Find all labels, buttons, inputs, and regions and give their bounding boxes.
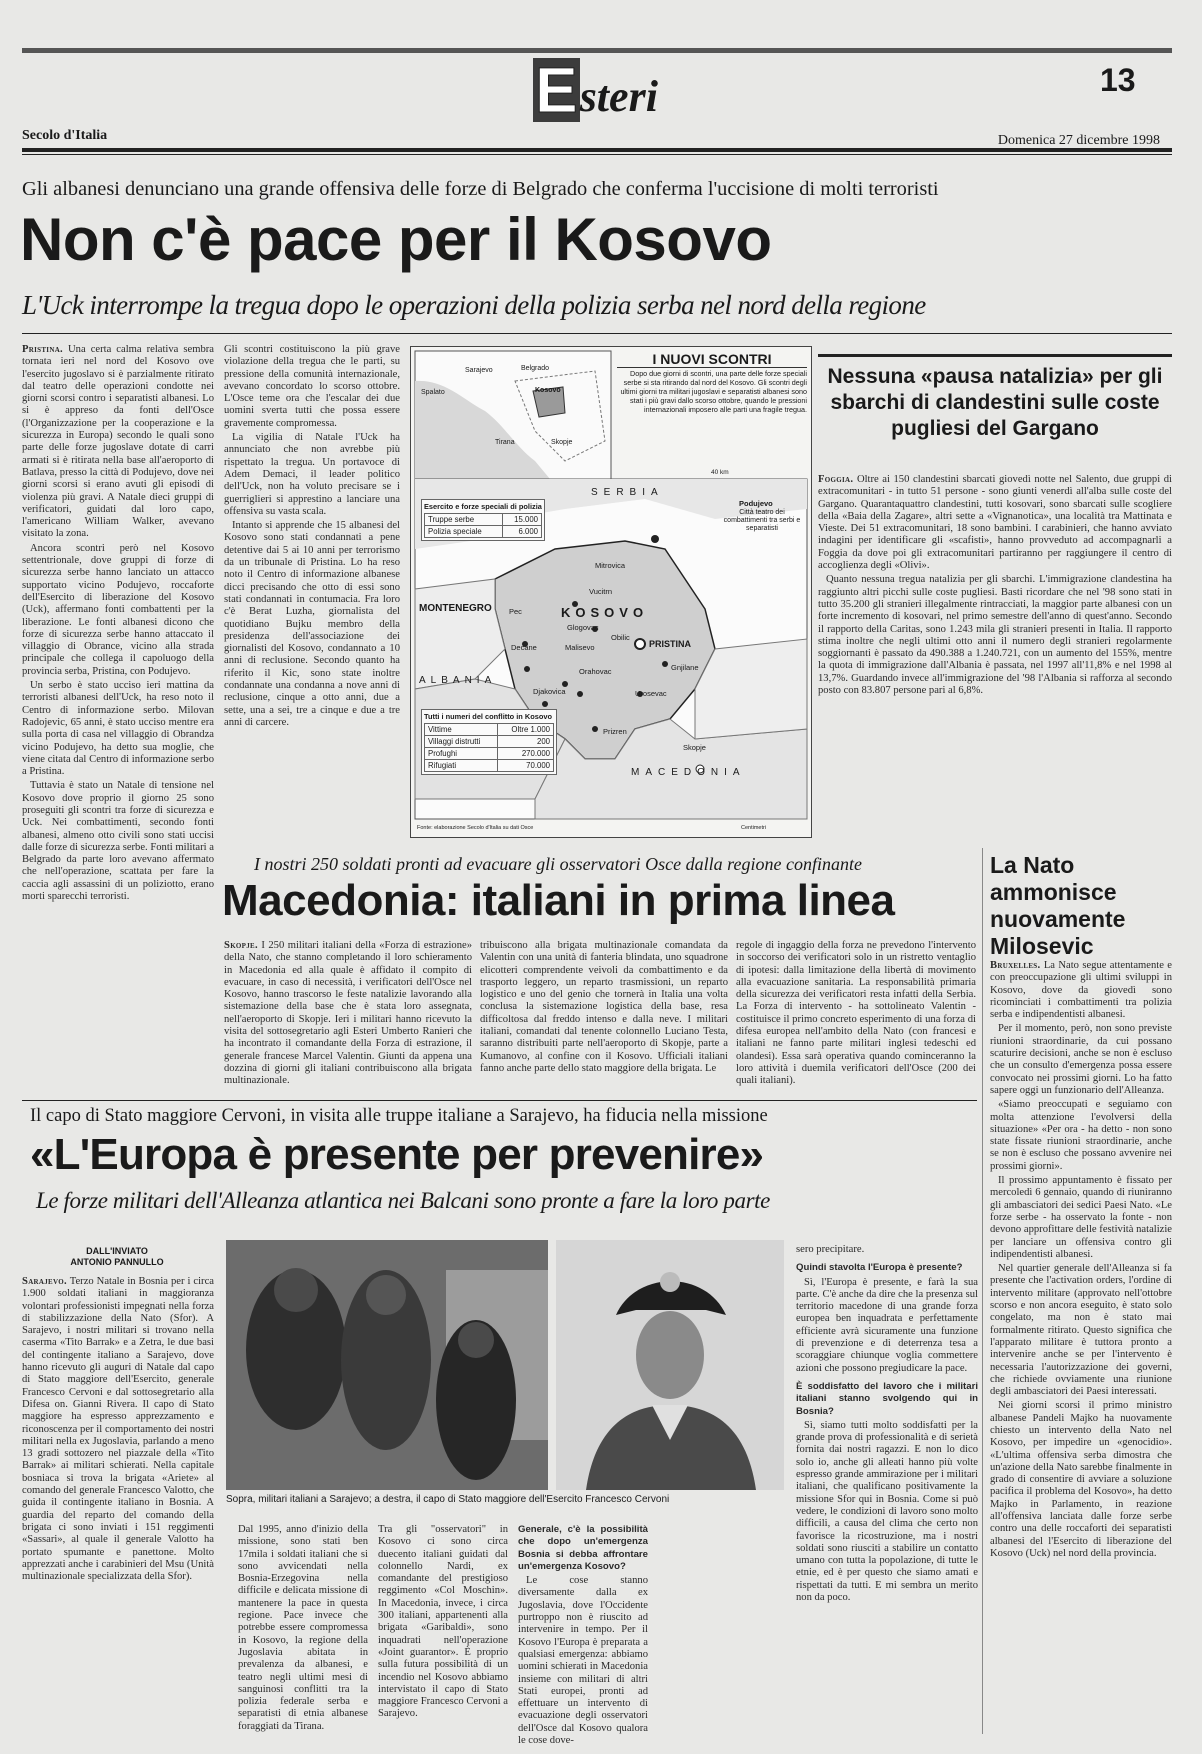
city-label: Gnjilane <box>671 663 699 672</box>
europa-paragraph: Dal 1995, anno d'inizio della missione, sono stati ben 17mila i soldati italiani che si sono avvicendati nella Bosnia-Erzegovina nella difficile e delicata missione di mantenere la pace in questa regione. Pace invece che potrebbe essere compromessa in Kosovo, la regione della Jugoslavia abitata in prevalenza da albanesi, e teatro negli ultimi mesi di sanguinosi conflitti tra la polizia federale serba e separatisti di etnia albanese foraggiati da Tirana. <box>238 1524 368 1732</box>
region-label: SERBIA <box>591 487 664 498</box>
city-label: Djakovica <box>533 687 566 696</box>
europa-paragraph: sero precipitare. <box>796 1244 865 1255</box>
city-label: PRISTINA <box>649 639 692 649</box>
puglia-dateline: Foggia. <box>818 474 854 485</box>
nato-paragraph: Nei giorni scorsi il primo ministro albanese Pandeli Majko ha nuovamente chiesto un intervento della Nato nel Kosovo, per impedire un «genocidio». «L'ultima offensiva serba dimostra che un'azione della Nato sarebbe finalmente in grado di consentire di avviare a soluzione pacifica il problema del Kosovo», ha detto Majko in Parlamento, in reazione all'offensiva lanciata dalle forze serbe contro una delle roccaforti dei separatisti albanesi del l'Esercito di liberazione del Kosovo (Uck) nel nord della provincia. <box>990 1400 1172 1559</box>
forces-table-box <box>421 499 545 541</box>
inset-label: Kosovo <box>535 387 561 394</box>
photo-caption: Sopra, militari italiani a Sarajevo; a destra, il capo di Stato maggiore dell'Esercito Francesco Cervoni <box>226 1494 670 1505</box>
table-row <box>425 514 542 526</box>
europa-column-4 <box>518 1524 648 1747</box>
top-rule <box>22 48 1172 53</box>
table-cell: Profughi <box>425 748 498 760</box>
lead-paragraph: La vigilia di Natale l'Uck ha annunciato che non avrebbe più rispettato la tregua. Un portavoce di Adem Demaci, il leader politico dell'Uck, non ha voluto precisare se i guerriglieri si apprestino a lanciare una offensiva su vasta scala. <box>224 432 400 517</box>
table-cell: Villaggi distrutti <box>425 736 498 748</box>
europa-kicker: Il capo di Stato maggiore Cervoni, in visita alle truppe italiane a Sarajevo, ha fiducia nella missione <box>30 1106 768 1126</box>
inset-label: Belgrado <box>521 365 550 372</box>
macedonia-dateline: Skopje. <box>224 940 258 951</box>
newspaper-name: Secolo d'Italia <box>22 128 108 143</box>
table-cell: Rifugiati <box>425 760 498 772</box>
table-cell: Oltre 1.000 <box>497 724 553 736</box>
table-cell: Truppe serbe <box>425 514 503 526</box>
nato-paragraph: Nel quartier generale dell'Alleanza si fa presente che l'activation orders, l'ordine di intervento militare (approvato nell'ottobre scorso e non ancora eseguito, è stato solo congelato, ma non è stato mai formalmente ritirato. Questo significa che l'apparato militare è tuttora pronto a intervenire anche se per l'intervento è necessaria l'autorizzazione dei governi, che richiede ovviamente una riunione degli ambasciatori dei Paesi interessati. <box>990 1263 1172 1398</box>
puglia-body <box>818 474 1172 836</box>
europa-column-5 <box>796 1244 978 1732</box>
balkans-inset-map <box>415 351 611 479</box>
nato-headline: La Nato ammonisce nuovamente Milosevic <box>990 852 1126 959</box>
lead-dateline: Pristina. <box>22 344 63 355</box>
europa-paragraph: Tra gli "osservatori" in Kosovo ci sono circa duecento italiani guidati dal colonnello Nardi, ex comandante del prestigioso reggimento «Col Moschin». In Macedonia, invece, i circa 300 italiani, appartenenti alla brigata «Garibaldi», sono inquadrati nell'operazione «Joint guarantor». È proprio sulla futura possibilità di un incendio nel Kosovo abbiamo intervistato il capo di Stato maggiore Francesco Cervoni a Sarajevo. <box>378 1524 508 1720</box>
macedonia-paragraph: I 250 militari italiani della «Forza di estrazione» della Nato, che stanno completando il loro schieramento in Macedonia ed alla quale è affidato il compito di evacuare, in caso di necessità, i verificatori dell'Osce nel Kosovo, hanno trascorso le feste natalizie lavorando alla sistemazione della base che è stata loro assegnata, nell'aeroporto di Skopje. Ieri i militari hanno ricevuto la visita del sottosegretario agli Esteri Umberto Ranieri che ha incontrato il comandante della Forza di estrazione, il generale francese Marcel Valentin. Giunti da appena una dozzina di giorni gli italiani contribuiscono alla brigata multinazionale. <box>224 940 472 1087</box>
table-cell: 15.000 <box>502 514 541 526</box>
europa-dateline: Sarajevo. <box>22 1276 67 1287</box>
europa-paragraph: Terzo Natale in Bosnia per i circa 1.900 soldati italiani in maggioranza volontari professionisti impegnati nella forza di stabilizzazione della Nato (Sfor). A Sarajevo, i nostri militari si trovano nella caserma «Tito Barrak» e a Zetra, le due basi del contingente italiano a Sarajevo, dove hanno ricevuto gli auguri di Natale dal capo di Stato maggiore dell'Esercito, generale Francesco Cervoni e dal sottosegretario alla Difesa on. Gianni Rivera. Il capo di Stato maggiore ha espresso apprezzamento e riconoscenza per il comportamento dei nostri militari nella ex Jugoslavia, parlando a meno 13 gradi sottozero nel piazzale della «Tito Barrak» ai militari schierati. Nella capitale bosniaca si trova la brigata «Ariete» al comando del generale Francesco Valotto, che guida il contingente italiano in Bosnia. A guardia del reparto del comando della brigata ci sono inviati i 151 reggimenti «Sassari», al quale il generale Valotto ha portato spumante e panettone. Molto apprezzati anche i carabinieri del Msu (Unità multinazionale specializzata della Sfor). <box>22 1276 214 1583</box>
europa-column-1 <box>22 1276 214 1732</box>
scale-label: 40 km <box>711 469 729 476</box>
soldiers-photo-shapes <box>226 1240 548 1490</box>
section-letter: E <box>535 54 578 126</box>
city-label: Mitrovica <box>595 561 626 570</box>
puglia-rule <box>818 354 1172 357</box>
map-caption: Dopo due giorni di scontri, una parte delle forze speciali serbe si sta ritirando dal nord del Kosovo. Gli scontri degli ultimi giorni tra militari jugoslavi e separatisti albanesi sono stati i più gravi dallo scorso ottobre, quando le pressioni internazionali imposero alle parti una fragile tregua. <box>620 369 807 414</box>
lead-paragraph: Intanto si apprende che 15 albanesi del Kosovo sono stati condannati a pene detentive dai 5 ai 10 anni per terrorismo da un tribunale di Pristina. Lo ha reso noto il Centro di informazione albanese dicci precisando che otto di essi sono stati condannati in contumacia. Fra loro c'è Berat Luzha, giornalista del quotidiano Bujku membro della presidenza dell'associazione dei giornalisti del Kosovo, condannato a 10 anni di reclusione. Secondo quanto ha riferito il Kic, sono state inoltre condannate una condanna a nove anni di reclusione, cinque a otto anni, due a sette, una a sei, tre a cinque e due a tre anni di carcere. <box>224 520 400 728</box>
soldiers-photo <box>226 1240 548 1490</box>
macedonia-paragraph: tribuiscono alla brigata multinazionale comandata da Valentin con una unità di fanteria blindata, uno squadrone elicotteri comprendente veivoli da combattimento e da trasporto leggero, un reparto trasmissioni, un reparto logistico e uno del genio che tornerà in Italia una volta conclusa la sistemazione logistica della base, resa difficoltosa dal freddo intenso e dalla neve. I militari italiani, comandati dal tenente colonnello Luciano Testa, saranno distribuiti parte nell'aeroporto di Skopje, parte a Kumanovo, al confine con il Kosovo. Ufficiali italiani fanno anche parte dello stato maggiore della brigata. Le <box>480 940 728 1074</box>
city-label: Vucitrn <box>589 587 613 596</box>
table-row <box>425 526 542 538</box>
page-number: 13 <box>1100 62 1136 98</box>
europa-rule <box>22 1100 977 1101</box>
region-label: MACEDONIA <box>631 767 746 778</box>
interview-question: Quindi stavolta l'Europa è presente? <box>796 1262 963 1274</box>
nato-paragraph: La Nato segue attentamente e con preoccupazione gli ultimi sviluppi in Kosovo, dove da giovedì sono ricominciati i combattimenti tra polizia serba e indipendentisti albanesi. <box>990 960 1172 1021</box>
table-row <box>425 736 554 748</box>
region-label: KOSOVO <box>561 605 649 620</box>
city-label: Prizren <box>603 727 627 736</box>
city-label: Decane <box>511 643 537 652</box>
table-cell: 6.000 <box>502 526 541 538</box>
europa-subhead: Le forze militari dell'Alleanza atlantica nei Balcani sono pronte a fare la loro parte <box>36 1188 770 1213</box>
interview-answer: Sì, siamo tutti molto soddisfatti per la grande prova di professionalità e di serietà fornita dai nostri ragazzi. E non lo dico solo io, anche gli alleati hanno più volte espresso grande ammirazione per i militari italiani, che qualificano positivamente la missione Sfor qui in Bosnia. Come si può vedere, le condizioni di lavoro sono molto difficili, a causa del clima che certo non favorisce la ricostruzione, ma i nostri soldati sono riusciti a stabilire un contatto umano con tutta la popolazione, di tutte le etnie, ed è per questo che siamo amati e rispettati da tutti. E mi sembra un merito non da poco. <box>796 1419 978 1604</box>
puglia-paragraph: Quanto nessuna tregua natalizia per gli sbarchi. L'immigrazione clandestina ha raggiunto altri picchi sulle coste pugliesi. Basti ricordare che nel '98 sono stati in tutto 35.200 gli stranieri illegalmente rintracciati, la maggior parte albanesi con un forte incremento di kosovari, nel primo semestre dell'anno di quest'anno. Secondo il rapporto della Caritas, sono 1.243 mila gli stranieri presenti in Italia. Il rapporto stima inoltre che negli ultimi otto anni il numero degli stranieri regolarmente soggiornanti è passato da 490.388 a 1.240.721, con un aumento del 155%, mentre la quota di immigrazione dall'Albania è passata, nel 1997 all'11,8% e nel 1998 al 13,7%. Guardando invece all'immigrazione del '98 l'Albania si rafforza al secondo posto con 83.807 persone pari al 6,8%. <box>818 574 1172 697</box>
inset-label: Tirana <box>495 439 515 446</box>
lead-rule <box>22 333 1172 334</box>
map-title: I NUOVI SCONTRI <box>617 351 807 368</box>
table-row <box>425 748 554 760</box>
lead-paragraph: Ancora scontri però nel Kosovo settentrionale, dove gruppi di forze di sicurezza serbe hanno lanciato un attacco supportato vicino Podujevo, roccaforte dell'Esercito di liberazione del Kosovo (Uck), affermano fonti combattenti per la liberazione. Le fonti albanesi dicono che forze di sicurezza serbe hanno attaccato il villaggio di Obrance, vicino alla strada principale che collega il capoluogo della provincia serba, Pristina, con Podujevo. <box>22 542 214 677</box>
interview-question: È soddisfatto del lavoro che i militari italiani stanno svolgendo qui in Bosnia? <box>796 1380 978 1417</box>
table-cell: Polizia speciale <box>425 526 503 538</box>
europa-column-2 <box>238 1524 368 1734</box>
nato-paragraph: «Siamo preoccupati e seguiamo con molta attenzione l'evolversi della situazione» «Per ora - ha detto - non sono state fissate riunioni straordinarie, anche se non è escluso che possano avvenire nei prossimi giorni». <box>990 1099 1172 1172</box>
nato-body <box>990 960 1172 1730</box>
cervoni-portrait-photo <box>556 1240 784 1490</box>
puglia-headline: Nessuna «pausa natalizia» per gli sbarchi di clandestini sulle coste pugliesi del Gargano <box>827 365 1163 440</box>
table-cell: 70.000 <box>497 760 553 772</box>
macedonia-column-2 <box>480 940 728 1114</box>
nato-paragraph: Il prossimo appuntamento è fissato per mercoledì 6 gennaio, quando di riuniranno gli ambasciatori dei sedici Paesi Nato. «Le forze serbe - ha osservato la fonte - non devono approfittare delle festività natalizie per lanciare un offensiva contro gli indipendentisti albanesi. <box>990 1175 1172 1260</box>
table-row <box>425 724 554 736</box>
kosovo-map-graphic <box>410 346 812 838</box>
table-cell: Vittime <box>425 724 498 736</box>
issue-date: Domenica 27 dicembre 1998 <box>997 133 1160 148</box>
lead-paragraph: Gli scontri costituiscono la più grave violazione della tregua che le parti, su pressione della comunità internazionale, avevano concordato lo scorso ottobre. L'Osce teme ora che l'escalar dei due uomini sverta tutti che possa essere gravemente compromessa. <box>224 344 400 429</box>
city-label: Malisevo <box>565 643 595 652</box>
masthead-rule <box>22 148 1172 152</box>
macedonia-column-1 <box>224 940 472 1114</box>
lead-column-1 <box>22 344 214 1114</box>
map-footer-left: Fonte: elaborazione Secolo d'Italia su dati Osce <box>417 825 534 831</box>
podujevo-note: Città teatro dei combattimenti tra serbi e separatisti <box>723 509 801 532</box>
macedonia-paragraph: regole di ingaggio della forza ne prevedono l'intervento in soccorso dei verificatori solo in un ristretto ventaglio di ipotesi: dalla limitazione della libertà di movimento alla evacuazione sanitaria. La responsabilità primaria della sicurezza dei verificatori resta infatti della Serbia. La Forza di intervento - ha sottolineato Valentin - costituisce il primo concreto esperimento di una forza di difesa europea nell'ambito della Nato (con francesi e italiani ne fanno parte militari inglesi tedeschi ed olandesi). Essa sarà operativa quando cominceranno la loro attività i duemila verificatori dell'Osce (200 dei quali italiani). <box>736 940 976 1087</box>
cervoni-portrait-shapes <box>556 1240 784 1490</box>
masthead-rule-thin <box>22 154 1172 155</box>
section-rest: steri <box>579 72 658 121</box>
inset-label: Skopje <box>551 439 573 446</box>
city-label: Urosevac <box>635 689 667 698</box>
lead-paragraph: Una certa calma relativa sembra tornata ieri nel nord del Kosovo ove l'esercito jugoslavo si è parzialmente ritirato dal teatro delle operazioni condotte nei giorni scorsi contro i separatisti albanesi. Lo si è appreso da fonti dell'Osce (l'Organizzazione per la cooperazione e la sicurezza in Europa) secondo le quali sono parte delle forze jugoslave dotate di carri armati si è ritirata nella base all'aeroporto di Batlava, presso la città di Podujevo, dove nei giorni scorsi si erano avuti gli episodi di violenza più gravi. A Natale dieci gruppi di verificatori, guidati dal loro capo, l'americano William Walker, avevano visitato la zona. <box>22 344 214 540</box>
macedonia-column-3 <box>736 940 976 1114</box>
europa-column-3 <box>378 1524 508 1734</box>
macedonia-headline: Macedonia: italiani in prima linea <box>222 876 895 925</box>
interview-question: Generale, c'è la possibilità che dopo un'emergenza Bosnia si debba affrontare un'emergenza Kosovo? <box>518 1524 648 1572</box>
region-label: MONTENEGRO <box>419 603 492 614</box>
inset-label: Sarajevo <box>465 367 493 374</box>
section-title <box>533 54 658 130</box>
city-label: Orahovac <box>579 667 612 676</box>
city-label: Skopje <box>683 743 706 752</box>
lead-column-2 <box>224 344 400 844</box>
byline <box>22 1246 212 1268</box>
lead-paragraph: Un serbo è stato ucciso ieri mattina da terroristi albanesi dell'Uck, ha reso noto il Centro di informazione serbo. Milovan Radojevic, 65 anni, è stato ucciso mentre era sulla porta di casa nel villaggio di Obrandza vicino Podujevo, ha detto sua moglie, che viene citata dal Centro di informazione serbo a Pristina. <box>22 680 214 778</box>
region-label: ALBANIA <box>419 675 497 686</box>
puglia-paragraph: Oltre ai 150 clandestini sbarcati giovedì notte nel Salento, due gruppi di extracomunitari - in tutto 51 persone - sono giunti venerdì all'alba sulle coste del Gargano. Quarantaquattro clandestini, tutti kosovari, sono sbarcati sulle scogliere della «Baia della Zagare», altri sette a «Vignanotica», una località tra Mattinata e Vieste. Dei 51 extracomunitari, 18 sono bambini. I carabinieri, che hanno avviato indagini per identificare gli «scafisti», hanno provveduto ad accompagnarli a Foggia da dove poi gli extracomunitari partiranno per raggiungere il centro di accoglienza degli «Olivi». <box>818 474 1172 572</box>
table-row <box>425 760 554 772</box>
city-label: Pec <box>509 607 522 616</box>
map-footer-right: Centimetri <box>741 825 767 831</box>
lead-subhead: L'Uck interrompe la tregua dopo le operazioni della polizia serba nel nord della regione <box>22 290 926 320</box>
interview-answer: Sì, l'Europa è presente, e farà la sua parte. C'è anche da dire che la presenza sul territorio macedone di una grande forza europea ben inquadrata e perfettamente efficiente avrà sicuramente una funzione di prevenzione e di deterrenza tesa a scoraggiare chiunque voglia commettere azioni che possono pregiudicare la pace. <box>796 1276 978 1374</box>
table-cell: 200 <box>497 736 553 748</box>
byline-label: DALL'INVIATO <box>86 1246 148 1256</box>
interview-answer: Le cose stanno diversamente dalla ex Jugoslavia, dove l'Occidente purtroppo non è riuscito ad intervenire in tempo. Per il Kosovo l'Europa è preparata a qualsiasi emergenza: abbiamo uomini schierati in Macedonia insieme con militari di altri Stati europei, pronti ad effettuare un intervento di evacuazione degli osservatori dell'Osce dal Kosovo qualora le cose dove- <box>518 1575 648 1747</box>
forces-table-title: Esercito e forze speciali di polizia <box>424 502 542 511</box>
byline-author: ANTONIO PANNULLO <box>70 1257 164 1267</box>
numbers-table-box <box>421 709 557 775</box>
nato-paragraph: Per il momento, però, non sono previste riunioni straordinarie, da cui possano scaturire decisioni, anche se non è escluso che un consulto d'emergenza possa essere convocato nei prossimi giorni. Lo ha fatto sapere oggi un funzionario dell'Alleanza. <box>990 1023 1172 1096</box>
city-label: Glogovac <box>567 623 599 632</box>
city-label: Obilic <box>611 633 630 642</box>
macedonia-kicker: I nostri 250 soldati pronti ad evacuare gli osservatori Osce dalla regione confinante <box>254 854 862 874</box>
nato-dateline: Bruxelles. <box>990 960 1041 971</box>
inset-label: Spalato <box>421 389 445 396</box>
lead-kicker: Gli albanesi denunciano una grande offensiva delle forze di Belgrado che conferma l'uccisione di molti terroristi <box>22 178 939 200</box>
table-cell: 270.000 <box>497 748 553 760</box>
city-label: Podujevo <box>739 499 773 508</box>
europa-headline: «L'Europa è presente per prevenire» <box>30 1130 764 1179</box>
numbers-table-title: Tutti i numeri del conflitto in Kosovo <box>424 712 552 721</box>
lead-paragraph: Tuttavia è stato un Natale di tensione nel Kosovo dove proprio il giorno 25 sono proseguiti gli scontri tra forze di sicurezza e Uck. Nei combattimenti, secondo fonti albanesi, almeno otto civili sono stati uccisi dalle forze di sicurezza serbe. Fonti militari a Belgrado da parte loro avevano affermato che nell'operazione, scattata per fare la caccia agli assassini di un poliziotto, erano morti sparecchi terroristi. <box>22 780 214 903</box>
column-rule <box>982 848 983 1734</box>
lead-headline: Non c'è pace per il Kosovo <box>20 206 772 273</box>
